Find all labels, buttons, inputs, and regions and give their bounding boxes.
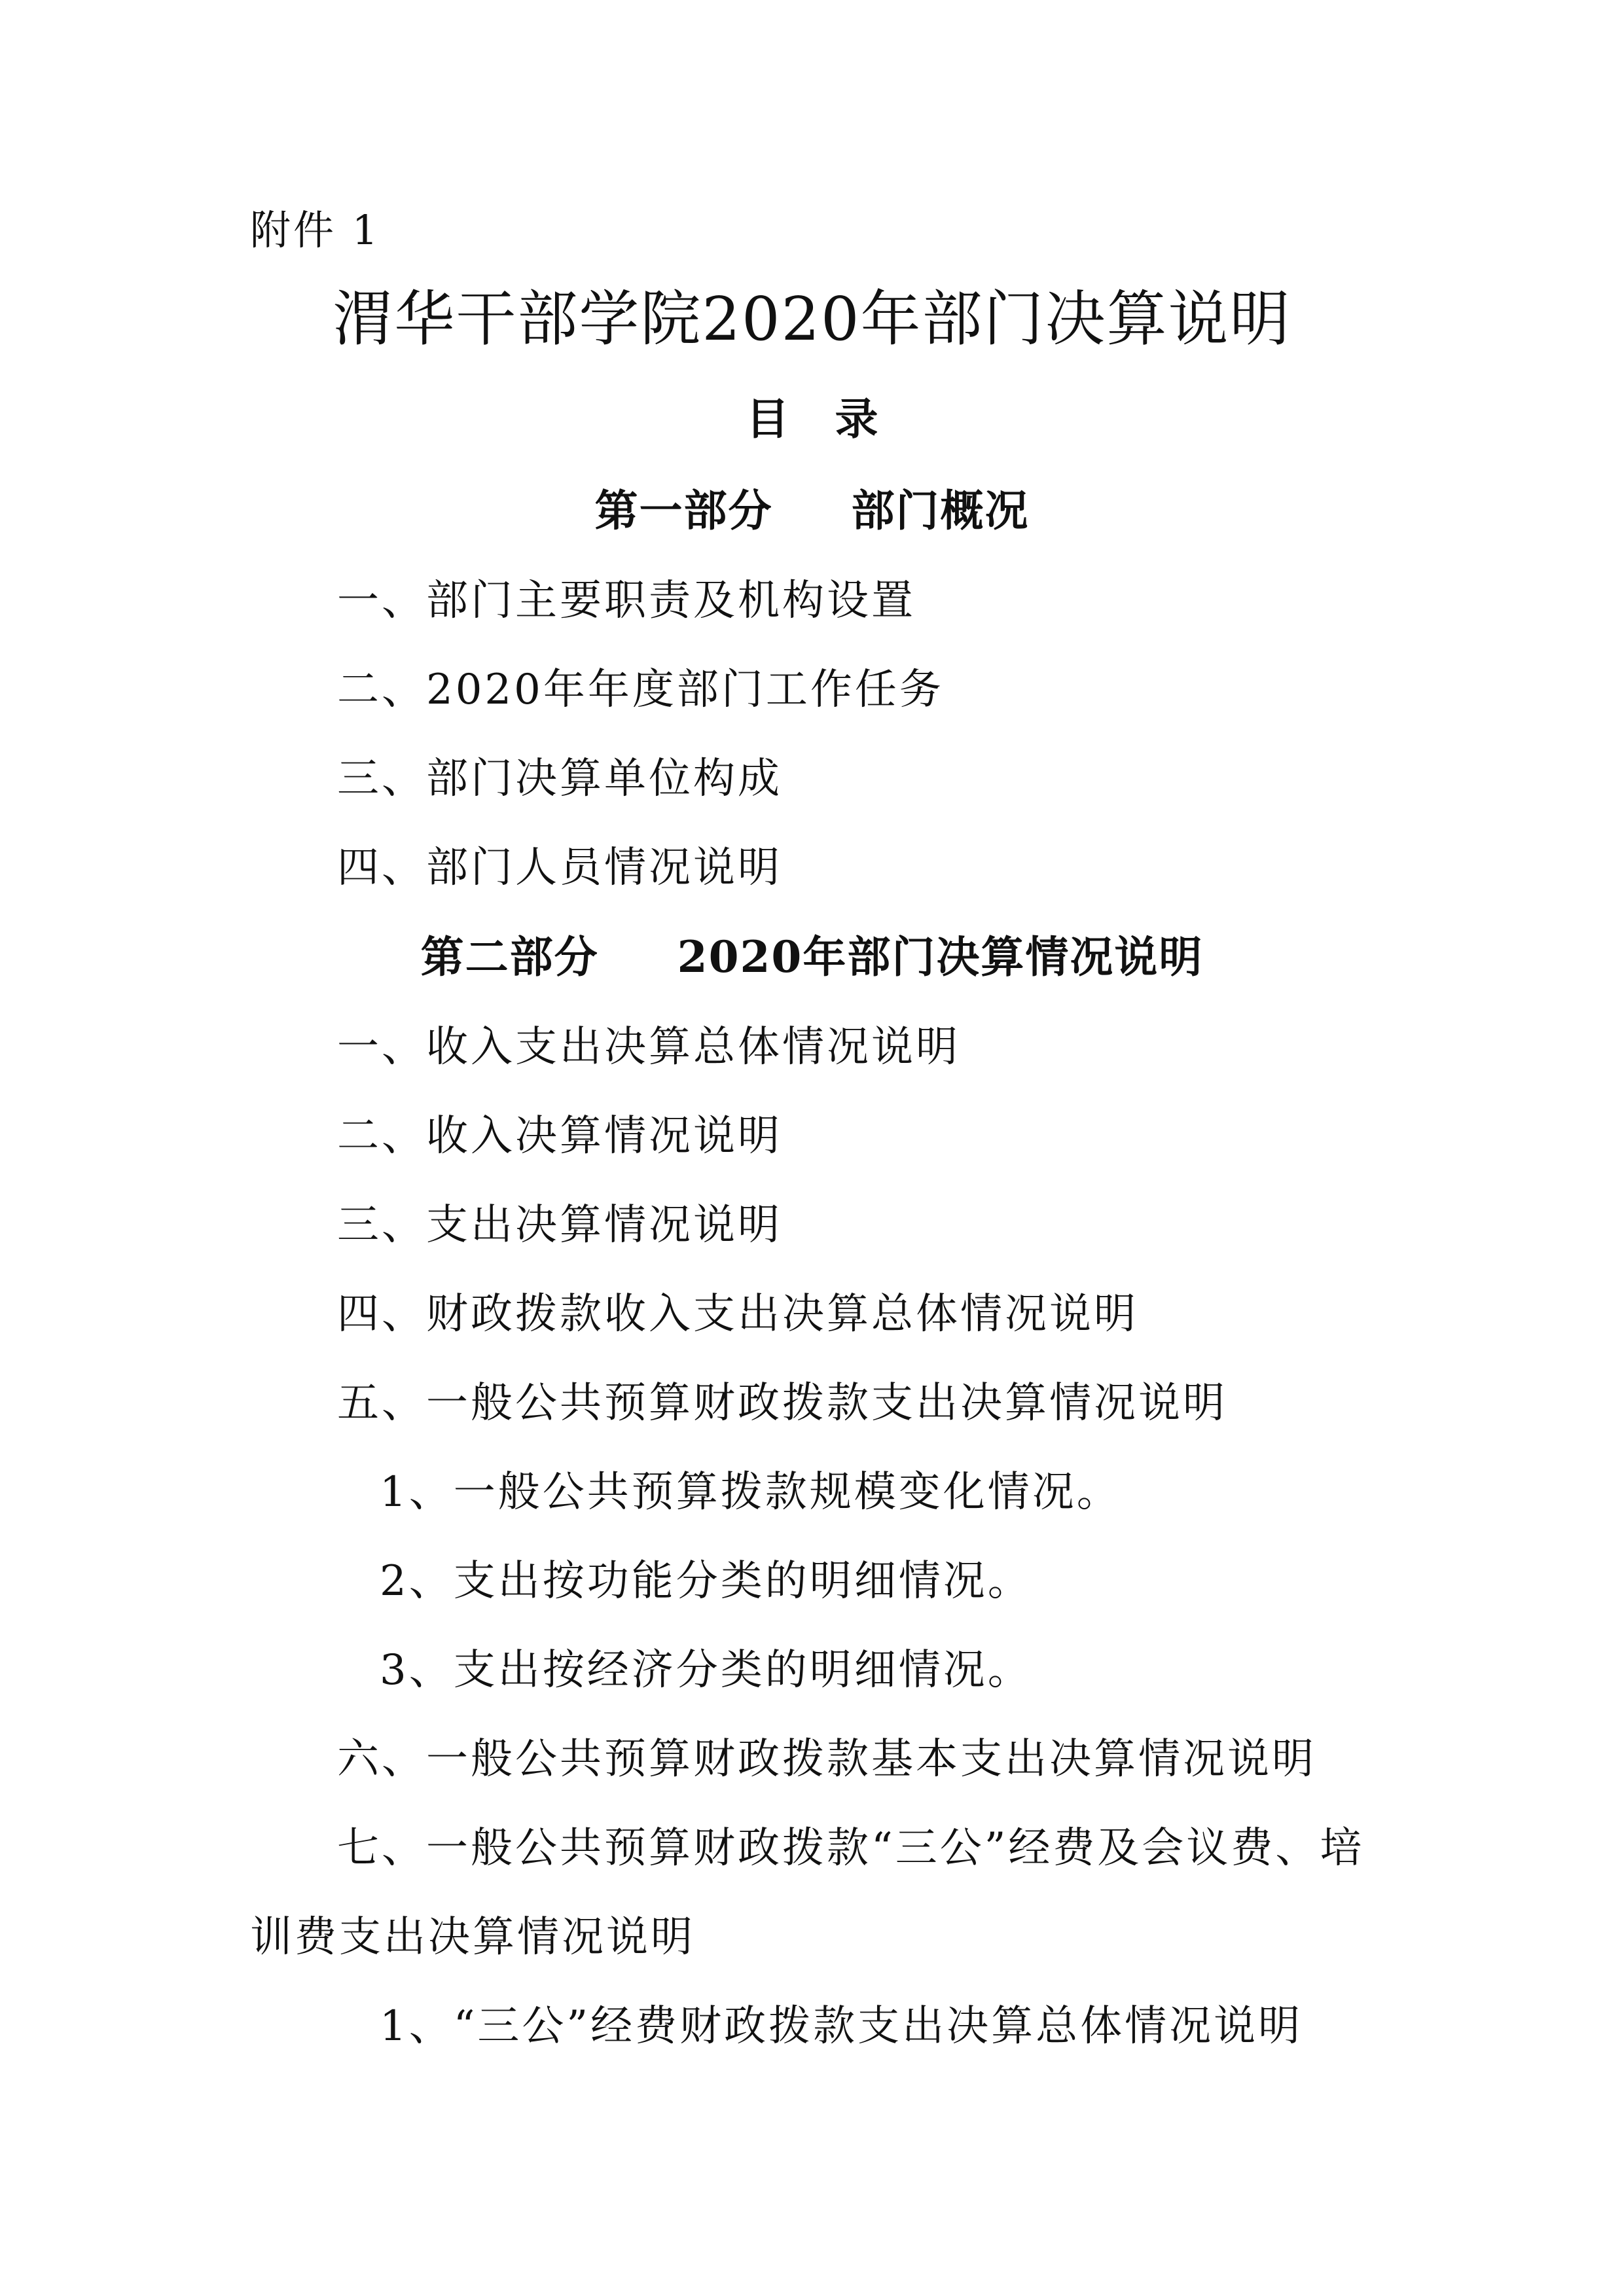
part1-label: 第一部分: [594, 485, 773, 536]
toc-item: 四、部门人员情况说明: [337, 844, 782, 892]
part1-heading: [0, 484, 1624, 537]
toc-heading-char2: 录: [835, 393, 878, 444]
part2-heading: [0, 931, 1624, 983]
toc-sub-item: 1、一般公共预算拨款规模变化情况。: [380, 1468, 1121, 1516]
toc-item-continuation: 训费支出决算情况说明: [250, 1913, 695, 1962]
toc-item: 七、一般公共预算财政拨款“三公”经费及会议费、培: [337, 1824, 1365, 1873]
toc-heading: [0, 393, 1624, 445]
toc-item: 二、收入决算情况说明: [337, 1112, 782, 1160]
document-title: 渭华干部学院2020年部门决算说明: [333, 284, 1291, 354]
toc-item: 一、收入支出决算总体情况说明: [337, 1023, 960, 1071]
toc-item: 三、部门决算单位构成: [337, 755, 782, 803]
toc-item: 二、2020年年度部门工作任务: [337, 666, 944, 714]
part1-name: 部门概况: [851, 485, 1030, 536]
toc-sub-item: 2、支出按功能分类的明细情况。: [380, 1557, 1032, 1605]
part2-name: 2020年部门决算情况说明: [677, 931, 1204, 982]
toc-sub-item: 1、“三公”经费财政拨款支出决算总体情况说明: [380, 2002, 1303, 2051]
toc-heading-char1: 目: [746, 393, 789, 444]
toc-item: 四、财政拨款收入支出决算总体情况说明: [337, 1290, 1138, 1338]
toc-sub-item: 3、支出按经济分类的明细情况。: [380, 1646, 1032, 1695]
toc-item: 五、一般公共预算财政拨款支出决算情况说明: [337, 1379, 1227, 1427]
part2-label: 第二部分: [420, 931, 599, 982]
toc-item: 六、一般公共预算财政拨款基本支出决算情况说明: [337, 1735, 1316, 1784]
toc-item: 一、部门主要职责及机构设置: [337, 577, 916, 625]
attachment-label: 附件 1: [250, 206, 381, 254]
toc-item: 三、支出决算情况说明: [337, 1201, 782, 1249]
